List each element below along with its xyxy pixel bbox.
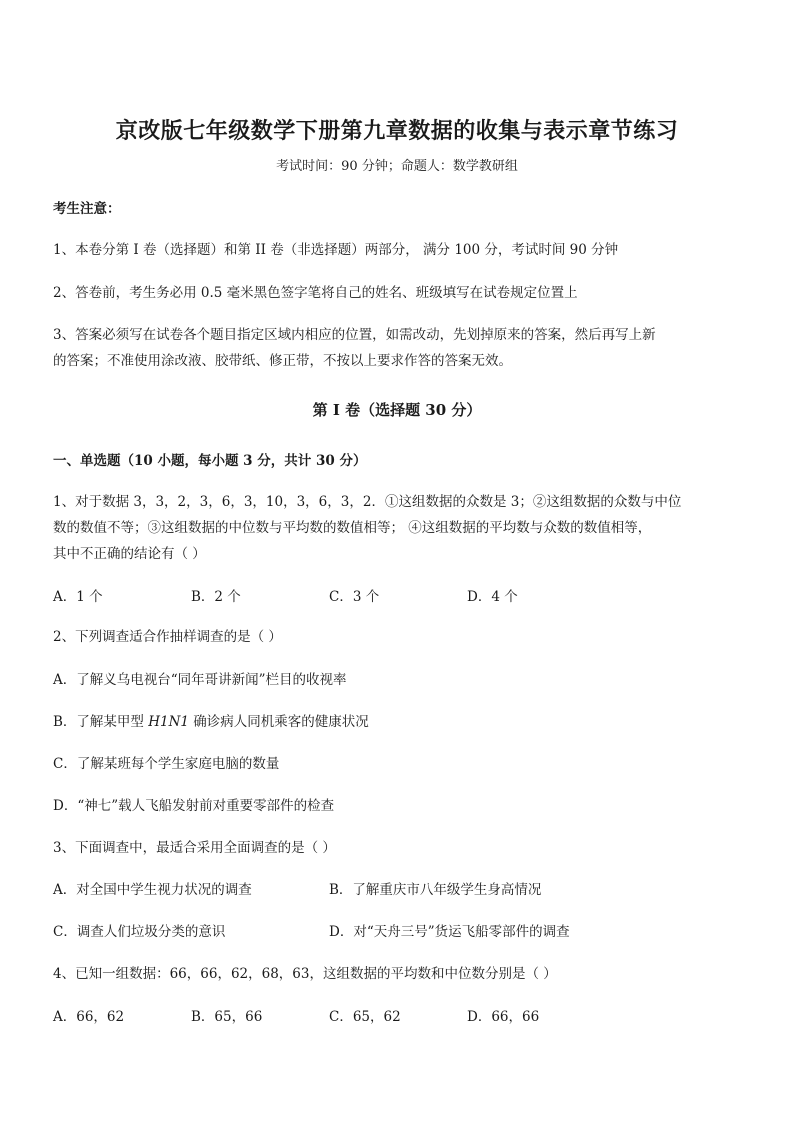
part-title: 一、单选题（10 小题，每小题 3 分，共计 30 分） [53, 453, 367, 469]
question-2-option-b [53, 712, 369, 732]
notice-item-2: 2、答卷前，考生务必用 0.5 毫米黑色签字笔将自己的姓名、班级填写在试卷规定位置上 [53, 285, 578, 301]
notice-item-1: 1、本卷分第 I 卷（选择题）和第 II 卷（非选择题）两部分， 满分 100 分，考试时间 90 分钟 [53, 242, 619, 258]
question-1-line-1: 1、对于数据 3，3，2，3，6，3，10，3，6，3，2．①这组数据的众数是 3；②这组数据的众数与中位 [53, 494, 682, 510]
question-3-stem: 3、下面调查中，最适合采用全面调查的是（ ） [53, 840, 336, 856]
question-1-option-c: C．3 个 [329, 589, 380, 605]
question-1-option-b: B．2 个 [191, 589, 241, 605]
question-1-line-3: 其中不正确的结论有（ ） [53, 546, 206, 562]
question-1-option-a: A．1 个 [53, 589, 103, 605]
question-2-option-b-rest: 确诊病人同机乘客的健康状况 [193, 714, 369, 730]
question-3-option-b: B．了解重庆市八年级学生身高情况 [329, 882, 542, 898]
question-1-option-d: D．4 个 [467, 589, 518, 605]
question-2-option-a: A．了解义乌电视台“同年哥讲新闻”栏目的收视率 [53, 672, 347, 688]
question-4-option-c: C．65，62 [329, 1009, 401, 1025]
notice-heading: 考生注意： [53, 201, 121, 217]
question-3-option-d: D．对“天舟三号”货运飞船零部件的调查 [329, 924, 570, 940]
question-4-stem: 4、已知一组数据：66，66，62，68，63，这组数据的平均数和中位数分别是（ ） [53, 966, 557, 982]
question-4-option-a: A．66，62 [53, 1009, 125, 1025]
section-title: 第 I 卷（选择题 30 分） [312, 401, 482, 419]
question-1-line-2: 数的数值不等；③这组数据的中位数与平均数的数值相等； ④这组数据的平均数与众数的数值相等， [53, 520, 652, 536]
question-2-option-c: C．了解某班每个学生家庭电脑的数量 [53, 756, 280, 772]
question-2-option-b-math: H1N1 [148, 714, 189, 730]
page-title: 京改版七年级数学下册第九章数据的收集与表示章节练习 [115, 118, 679, 144]
exam-subtitle: 考试时间：90 分钟；命题人：数学教研组 [276, 159, 518, 174]
question-4-option-b: B．65，66 [191, 1009, 263, 1025]
question-3-option-a: A．对全国中学生视力状况的调查 [53, 882, 252, 898]
question-2-option-b-prefix: B．了解某甲型 [53, 714, 144, 730]
question-3-option-c: C．调查人们垃圾分类的意识 [53, 924, 226, 940]
notice-item-3: 3、答案必须写在试卷各个题目指定区域内相应的位置，如需改动，先划掉原来的答案，然后再写上新 [53, 327, 656, 343]
question-2-option-d: D．“神七”载人飞船发射前对重要零部件的检查 [53, 798, 335, 814]
notice-item-3-cont: 的答案；不准使用涂改液、胶带纸、修正带，不按以上要求作答的答案无效。 [53, 353, 512, 369]
question-2-stem: 2、下列调查适合作抽样调查的是（ ） [53, 629, 282, 645]
question-4-option-d: D．66，66 [467, 1009, 540, 1025]
